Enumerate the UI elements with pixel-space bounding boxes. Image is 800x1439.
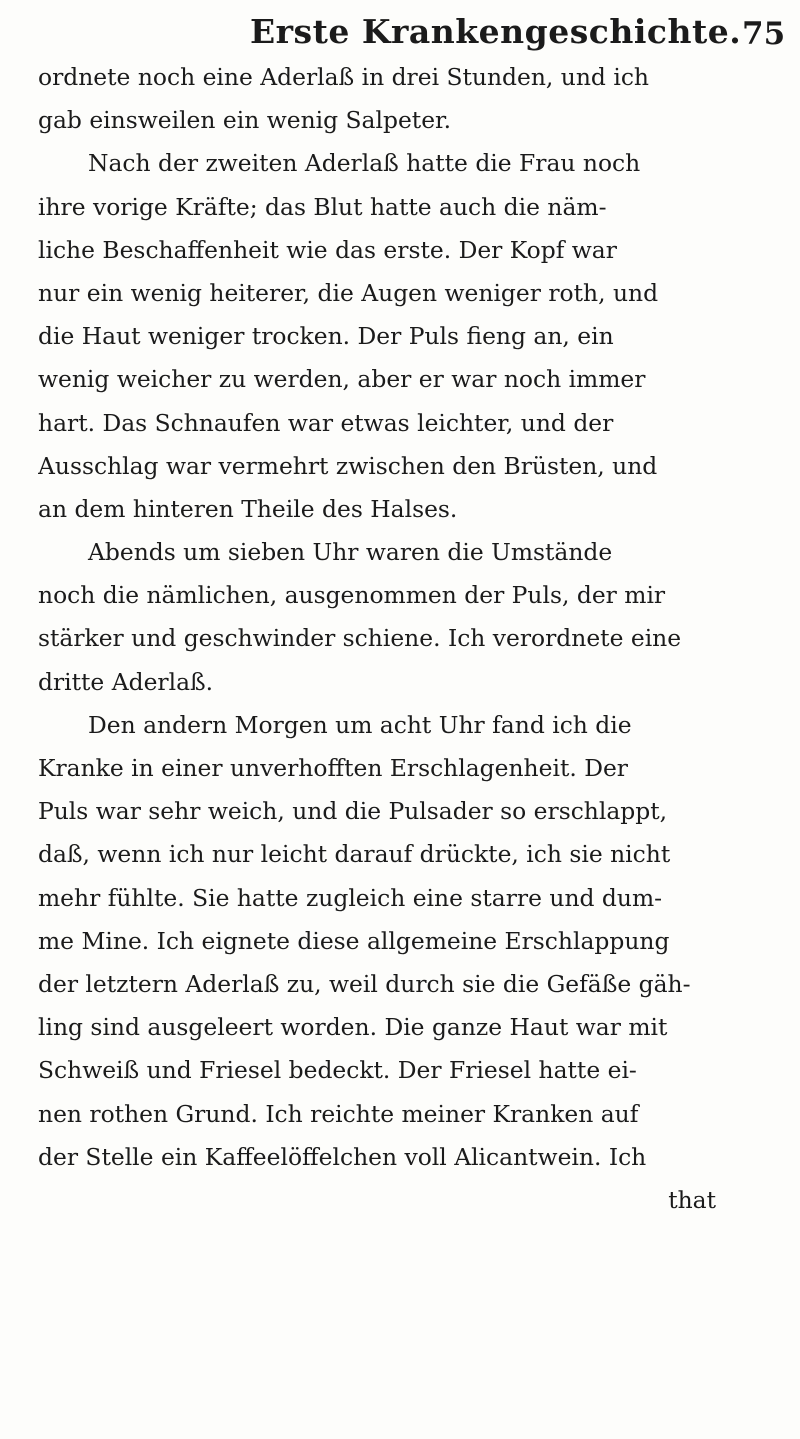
text-line: hart. Das Schnaufen war etwas leichter, und der [38, 408, 614, 437]
running-head [0, 6, 800, 52]
text-line: nen rothen Grund. Ich reichte meiner Kranken auf [38, 1099, 639, 1128]
paragraph-start-line: Nach der zweiten Aderlaß hatte die Frau noch [88, 149, 641, 178]
text-line: gab einsweilen ein wenig Salpeter. [38, 106, 452, 135]
body-text [38, 56, 778, 1222]
paragraph-start-line: Den andern Morgen um acht Uhr fand ich die [88, 710, 632, 739]
text-line: liche Beschaffenheit wie das erste. Der Kopf war [38, 235, 617, 264]
running-head-title: Erste Krankengeschichte. [250, 12, 742, 51]
paragraph-start-line: Abends um sieben Uhr waren die Umstände [88, 538, 613, 567]
catchword: that [668, 1185, 716, 1214]
text-line: Schweiß und Friesel bedeckt. Der Friesel hatte ei- [38, 1056, 637, 1085]
page-number: 75 [742, 16, 786, 52]
text-line: Kranke in einer unverhofften Erschlagenheit. Der [38, 754, 628, 782]
text-line: Puls war sehr weich, und die Pulsader so erschlappt, [38, 797, 668, 826]
text-line: der letztern Aderlaß zu, weil durch sie die Gefäße gäh- [38, 969, 691, 998]
text-line: stärker und geschwinder schiene. Ich verordnete eine [38, 624, 682, 653]
text-line: an dem hinteren Theile des Halses. [38, 494, 458, 523]
text-line: ihre vorige Kräfte; das Blut hatte auch die näm- [38, 192, 607, 221]
text-line: mehr fühlte. Sie hatte zugleich eine starre und dum- [38, 883, 663, 912]
text-line: ordnete noch eine Aderlaß in drei Stunden, und ich [38, 63, 649, 91]
text-line: me Mine. Ich eignete diese allgemeine Erschlappung [38, 926, 670, 955]
text-line: ling sind ausgeleert worden. Die ganze Haut war mit [38, 1013, 668, 1042]
text-line: Ausschlag war vermehrt zwischen den Brüsten, und [38, 451, 658, 480]
text-line: nur ein wenig heiterer, die Augen weniger roth, und [38, 278, 659, 307]
text-line: der Stelle ein Kaffeelöffelchen voll Alicantwein. Ich [38, 1142, 647, 1171]
text-line: wenig weicher zu werden, aber er war noch immer [38, 365, 646, 394]
text-line: die Haut weniger trocken. Der Puls fieng an, ein [38, 322, 614, 351]
text-line: noch die nämlichen, ausgenommen der Puls, der mir [38, 581, 666, 610]
text-line: daß, wenn ich nur leicht darauf drückte, ich sie nicht [38, 840, 671, 869]
text-line: dritte Aderlaß. [38, 667, 214, 696]
